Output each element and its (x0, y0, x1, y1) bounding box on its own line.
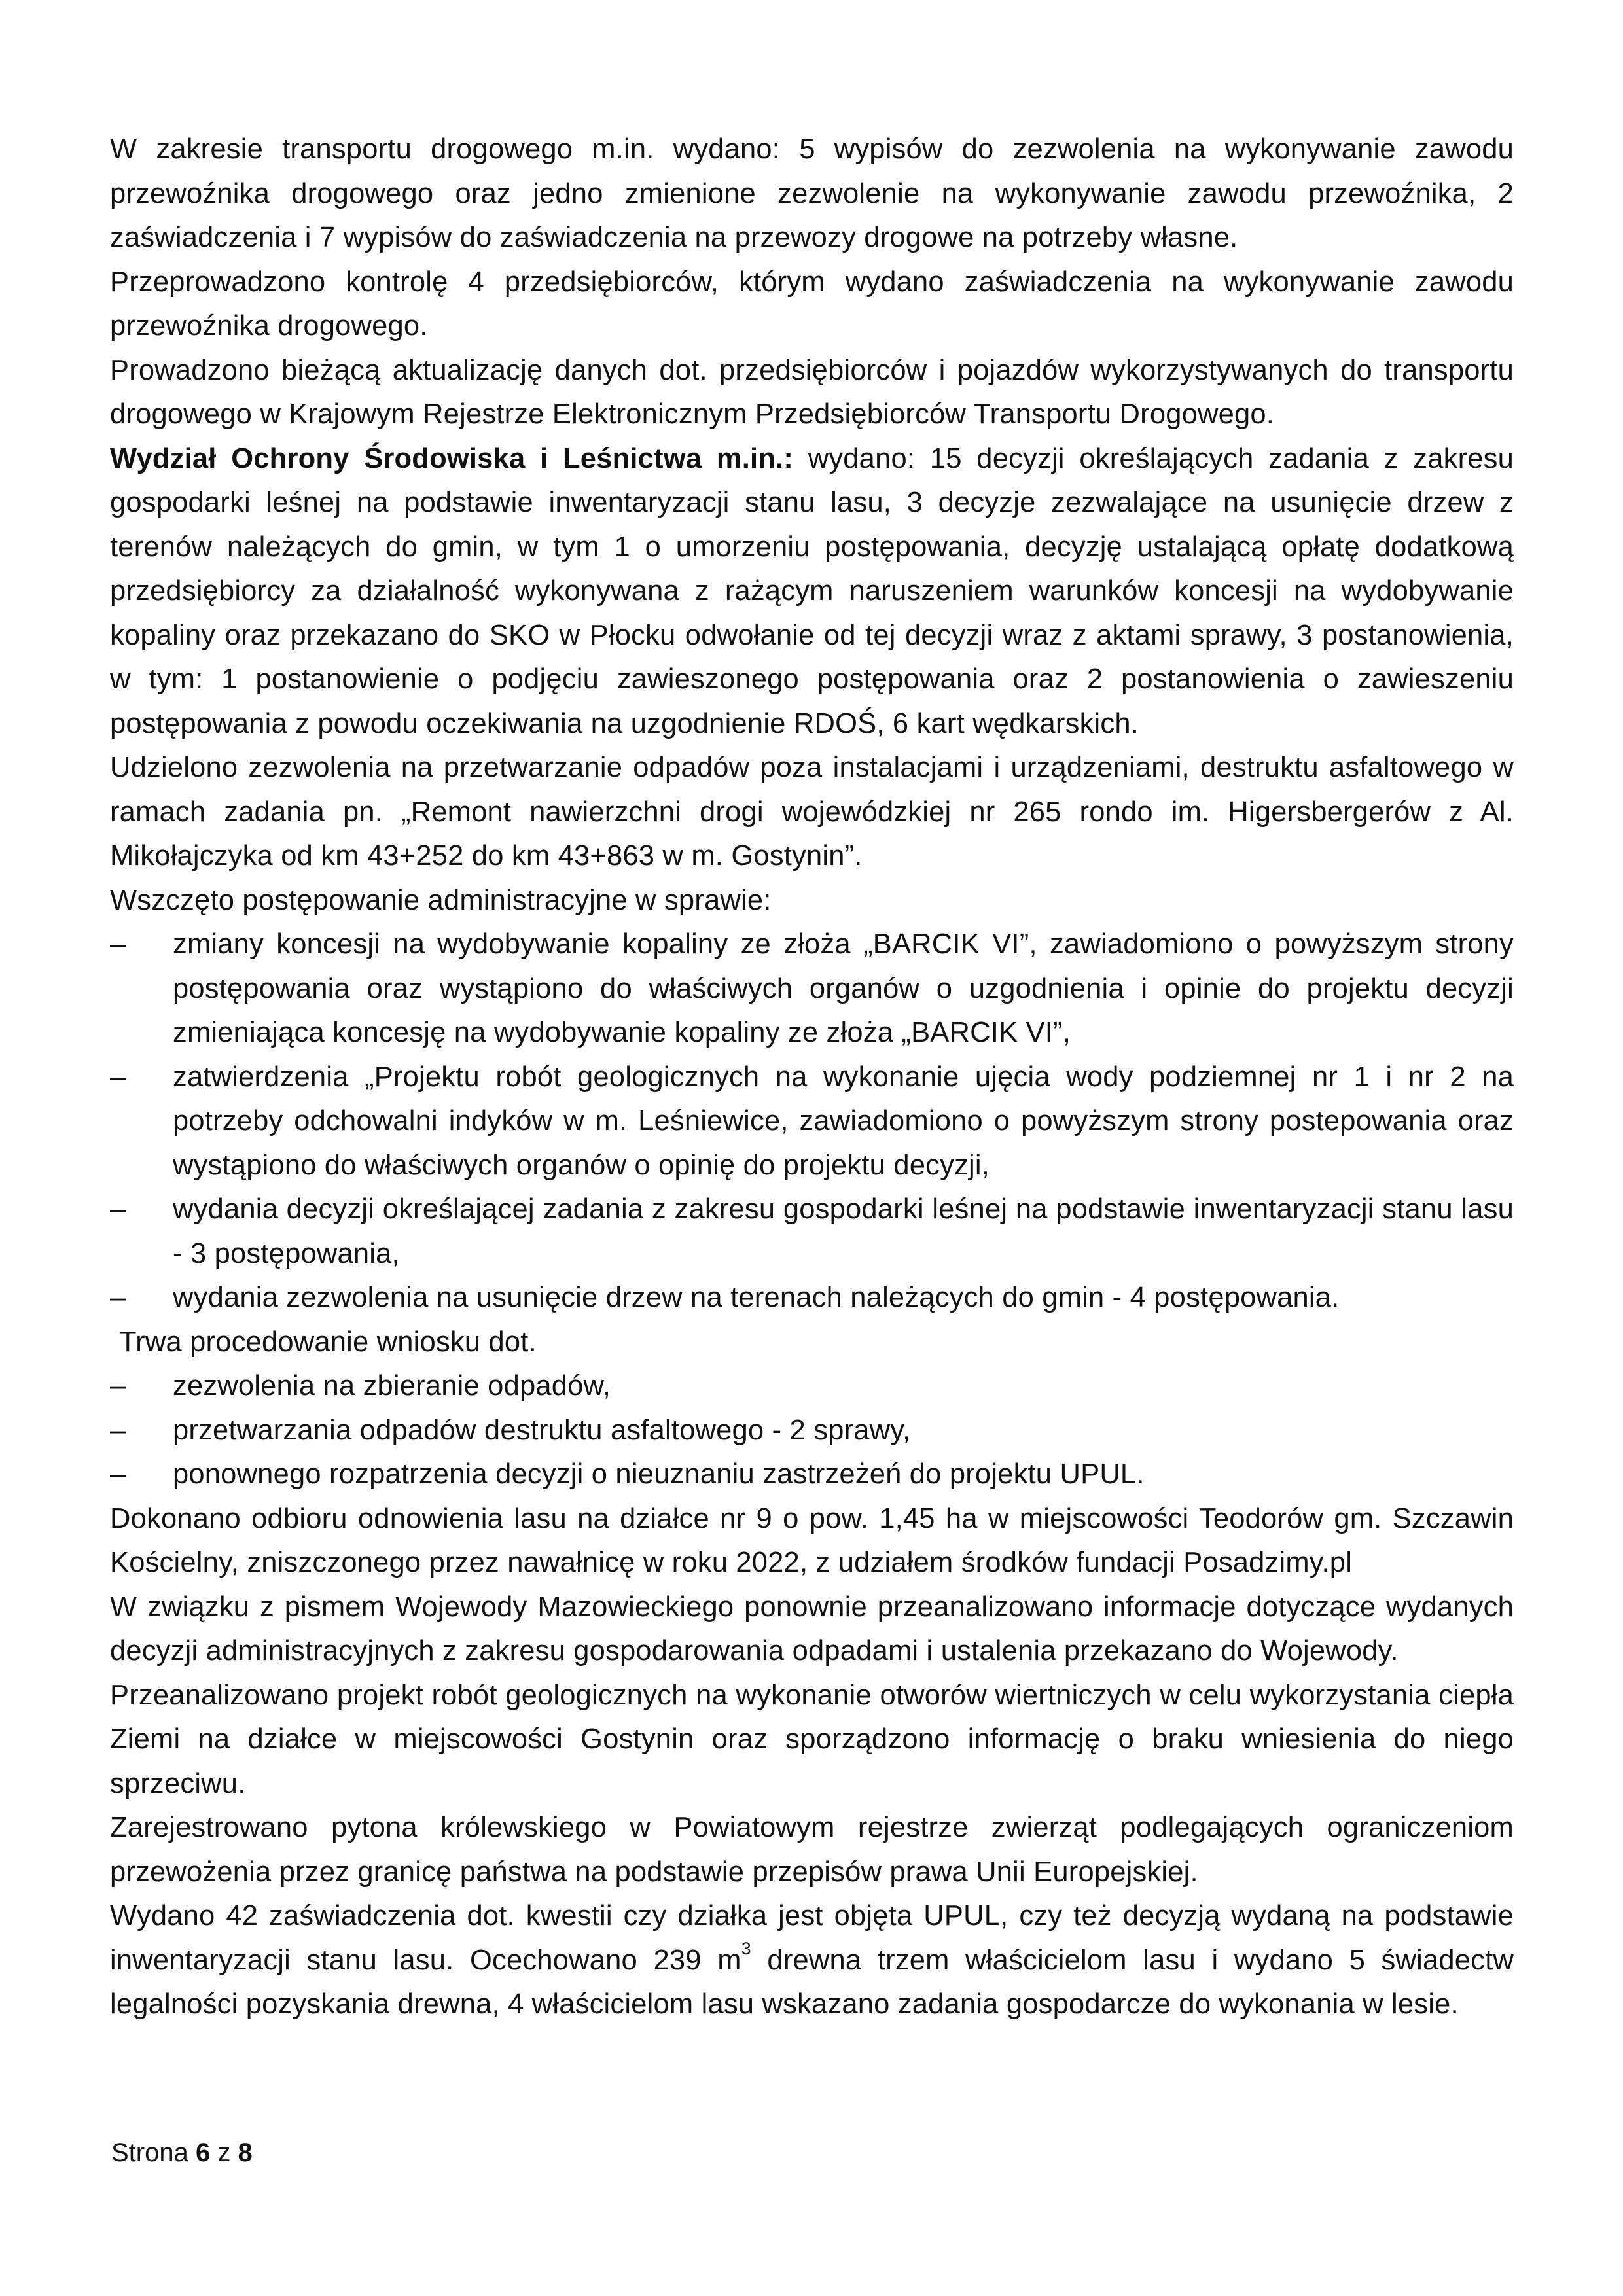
pending-list (110, 1364, 1514, 1497)
department-text: wydano: 15 decyzji określających zadania z zakresu gospodarki leśnej na podstawie inwentaryzacji stanu lasu, 3 decyzje zezwalające na usunięcie drzew z terenów należących do gmin, w tym 1 o umorzeniu postępowania, decyzję ustalającą opłatę dodatkową przedsiębiorcy za działalność wykonywana z rażącym naruszeniem warunków koncesji na wydobywanie kopaliny oraz przekazano do SKO w Płocku odwołanie od tej decyzji wraz z aktami sprawy, 3 postanowienia, w tym: 1 postanowienie o podjęciu zawieszonego postępowania oraz 2 postanowienia o zawieszeniu postępowania z powodu oczekiwania na uzgodnienie RDOŚ, 6 kart wędkarskich. (110, 442, 1514, 739)
total-pages-number: 8 (238, 2138, 253, 2167)
page-footer (111, 2133, 253, 2172)
paragraph-proceedings-intro: Wszczęto postępowanie administracyjne w sprawie: (110, 884, 772, 916)
list-item: – ponownego rozpatrzenia decyzji o nieuznaniu zastrzeżeń do projektu UPUL. (173, 1453, 1514, 1497)
certificates-text-end: drewna trzem właścicielom lasu i wydano 5 świadectw legalności pozyskania drewna, 4 właścicielom lasu wskazano zadania gospodarcze do wykonania w lesie. (110, 1944, 1514, 2020)
list-item: – wydania zezwolenia na usunięcie drzew na terenach należących do gmin - 4 postępowania. (173, 1276, 1514, 1320)
certificates-text-start: Wydano 42 zaświadczenia dot. kwestii czy działka jest objęta UPUL, czy też decyzją wydaną na podstawie inwentaryzacji stanu lasu. Ocechowano 239 m (110, 1900, 1514, 1976)
cubic-superscript: 3 (741, 1938, 751, 1958)
paragraph-python-register: Zarejestrowano pytona królewskiego w Powiatowym rejestrze zwierząt podlegających ograniczeniom przewożenia przez granicę państwa na podstawie przepisów prawa Unii Europejskiej. (110, 1812, 1514, 1888)
page-separator: z (217, 2138, 231, 2167)
current-page-number: 6 (195, 2138, 211, 2167)
paragraph-forest-renewal: Dokonano odbioru odnowienia lasu na działce nr 9 o pow. 1,45 ha w miejscowości Teodorów gm. Szczawin Kościelny, zniszczonego przez nawałnicę w roku 2022, z udziałem środków fundacji Posadzimy.pl (110, 1502, 1514, 1578)
paragraph-transport-inspection: Przeprowadzono kontrolę 4 przedsiębiorców, którym wydano zaświadczenia na wykonywanie zawodu przewoźnika drogowego. (110, 266, 1514, 342)
paragraph-environment-department (110, 437, 1514, 747)
proceedings-list (110, 923, 1514, 1320)
document-body (110, 128, 1514, 2027)
list-item: – zatwierdzenia „Projektu robót geologicznych na wykonanie ujęcia wody podziemnej nr 1 i nr 2 na potrzeby odchowalni indyków w m. Leśniewice, zawiadomiono o powyższym strony postepowania oraz wystąpiono do właściwych organów o opinię do projektu decyzji, (173, 1055, 1514, 1188)
department-heading: Wydział Ochrony Środowiska i Leśnictwa m.in.: (110, 442, 794, 474)
paragraph-transport-register: Prowadzono bieżącą aktualizację danych dot. przedsiębiorców i pojazdów wykorzystywanych do transportu drogowego w Krajowym Rejestrze Elektronicznym Przedsiębiorców Transportu Drogowego. (110, 354, 1514, 430)
page-label: Strona (111, 2138, 188, 2167)
paragraph-waste-permit: Udzielono zezwolenia na przetwarzanie odpadów poza instalacjami i urządzeniami, destruktu asfaltowego w ramach zadania pn. „Remont nawierzchni drogi wojewódzkiej nr 265 rondo im. Higersbergerów z Al. Mikołajczyka od km 43+252 do km 43+863 w m. Gostynin”. (110, 752, 1514, 872)
list-item: – zmiany koncesji na wydobywanie kopaliny ze złoża „BARCIK VI”, zawiadomiono o powyższym strony postępowania oraz wystąpiono do właściwych organów o uzgodnienia i opinie do projektu decyzji zmieniająca koncesję na wydobywanie kopaliny ze złoża „BARCIK VI”, (173, 923, 1514, 1055)
list-item: – zezwolenia na zbieranie odpadów, (173, 1364, 1514, 1409)
paragraph-transport-summary: W zakresie transportu drogowego m.in. wydano: 5 wypisów do zezwolenia na wykonywanie zawodu przewoźnika drogowego oraz jedno zmienione zezwolenie na wykonywanie zawodu przewoźnika, 2 zaświadczenia i 7 wypisów do zaświadczenia na przewozy drogowe na potrzeby własne. (110, 133, 1514, 253)
paragraph-voivode-letter: W związku z pismem Wojewody Mazowieckiego ponownie przeanalizowano informacje dotyczące wydanych decyzji administracyjnych z zakresu gospodarowania odpadami i ustalenia przekazano do Wojewody. (110, 1591, 1514, 1667)
list-item: – przetwarzania odpadów destruktu asfaltowego - 2 sprawy, (173, 1409, 1514, 1453)
paragraph-forest-certificates (110, 1894, 1514, 2027)
paragraph-geology-project: Przeanalizowano projekt robót geologicznych na wykonanie otworów wiertniczych w celu wykorzystania ciepła Ziemi na działce w miejscowości Gostynin oraz sporządzono informację o braku wniesienia do niego sprzeciwu. (110, 1679, 1514, 1799)
paragraph-pending-intro: Trwa procedowanie wniosku dot. (119, 1326, 537, 1358)
list-item: – wydania decyzji określającej zadania z zakresu gospodarki leśnej na podstawie inwentaryzacji stanu lasu - 3 postępowania, (173, 1188, 1514, 1276)
